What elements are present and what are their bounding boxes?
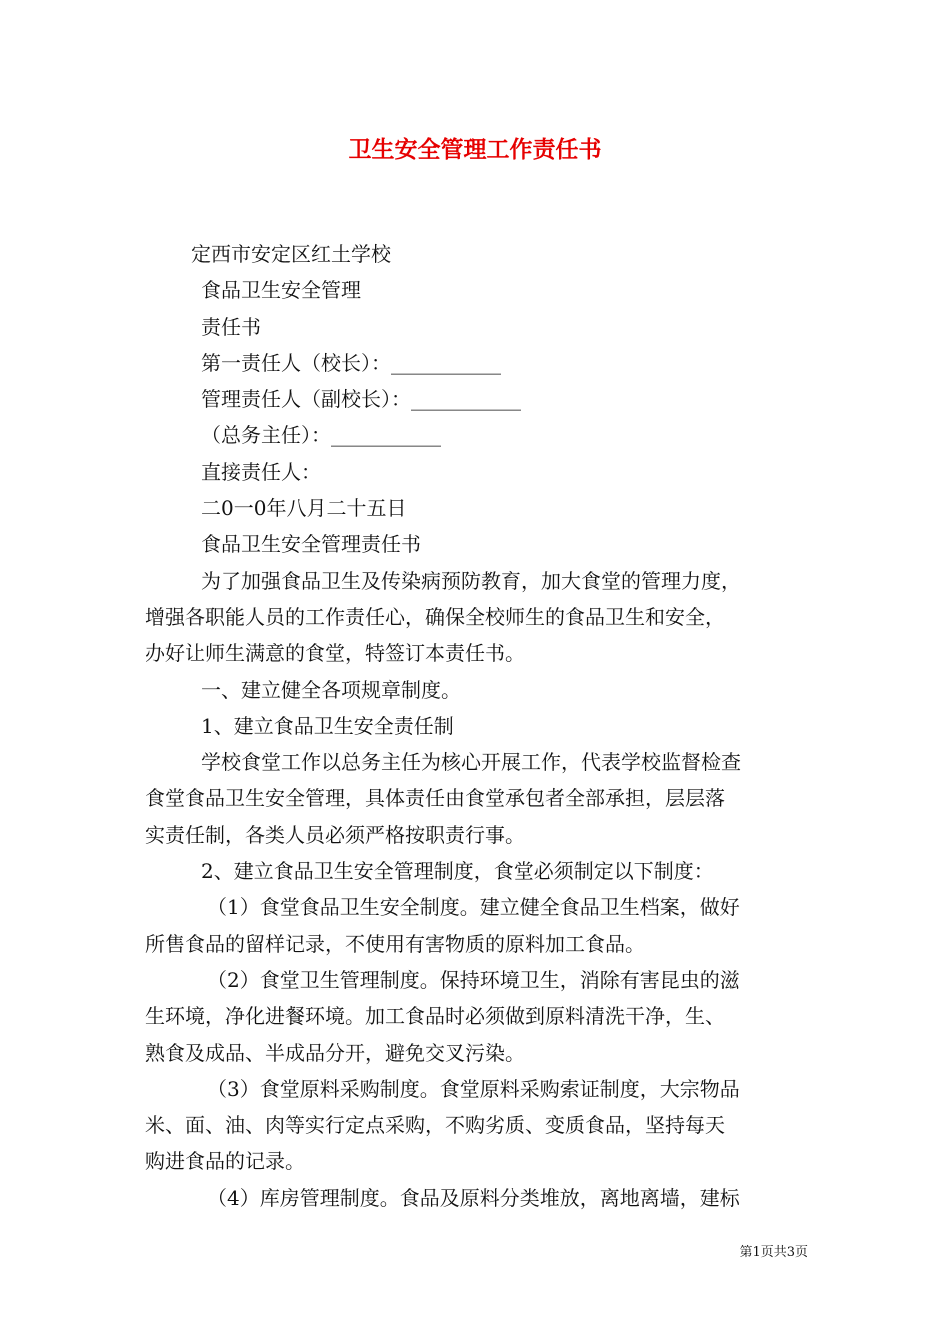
paragraph-line: 生环境，净化进餐环境。加工食品时必须做到原料清洗干净，生、 <box>145 1004 725 1029</box>
text-line: 食品卫生安全管理责任书 <box>201 532 421 557</box>
document-title: 卫生安全管理工作责任书 <box>348 137 602 163</box>
paragraph-line: 购进食品的记录。 <box>145 1149 305 1174</box>
paragraph-line: 学校食堂工作以总务主任为核心开展工作，代表学校监督检查 <box>201 750 741 775</box>
section-heading: 一、建立健全各项规章制度。 <box>201 677 461 702</box>
paragraph-line: 所售食品的留样记录，不使用有害物质的原料加工食品。 <box>145 931 645 956</box>
text-line: 管理责任人（副校长）：___________ <box>201 387 521 412</box>
paragraph-line: 实责任制，各类人员必须严格按职责行事。 <box>145 822 525 847</box>
paragraph-line: 米、面、油、肉等实行定点采购，不购劣质、变质食品，坚持每天 <box>145 1113 725 1138</box>
paragraph-line: （4）库房管理制度。食品及原料分类堆放，离地离墙，建标 <box>207 1185 740 1210</box>
document-body <box>145 236 815 1216</box>
paragraph-line: （2）食堂卫生管理制度。保持环境卫生，消除有害昆虫的滋 <box>207 967 740 992</box>
text-line: （总务主任）：___________ <box>201 423 441 448</box>
subsection-heading: 2、建立食品卫生安全管理制度，食堂必须制定以下制度： <box>201 859 714 884</box>
text-line: 二0一0年八月二十五日 <box>201 496 407 521</box>
text-line: 直接责任人： <box>201 459 321 484</box>
paragraph-line: 办好让师生满意的食堂，特签订本责任书。 <box>145 641 525 666</box>
text-line: 定西市安定区红土学校 <box>191 242 391 266</box>
paragraph-line: 为了加强食品卫生及传染病预防教育，加大食堂的管理力度， <box>201 568 741 593</box>
page-number: 第1页共3页 <box>739 1245 808 1260</box>
paragraph-line: 增强各职能人员的工作责任心，确保全校师生的食品卫生和安全， <box>145 604 725 629</box>
paragraph-line: 熟食及成品、半成品分开，避免交叉污染。 <box>145 1040 525 1065</box>
text-line: 食品卫生安全管理 <box>201 278 361 303</box>
text-line: 第一责任人（校长）：___________ <box>201 350 501 375</box>
paragraph-line: （1）食堂食品卫生安全制度。建立健全食品卫生档案，做好 <box>207 895 740 920</box>
text-line: 责任书 <box>201 314 261 339</box>
paragraph-line: （3）食堂原料采购制度。食堂原料采购索证制度，大宗物品 <box>207 1076 740 1101</box>
subsection-heading: 1、建立食品卫生安全责任制 <box>201 713 454 738</box>
paragraph-line: 食堂食品卫生安全管理，具体责任由食堂承包者全部承担，层层落 <box>145 786 725 811</box>
